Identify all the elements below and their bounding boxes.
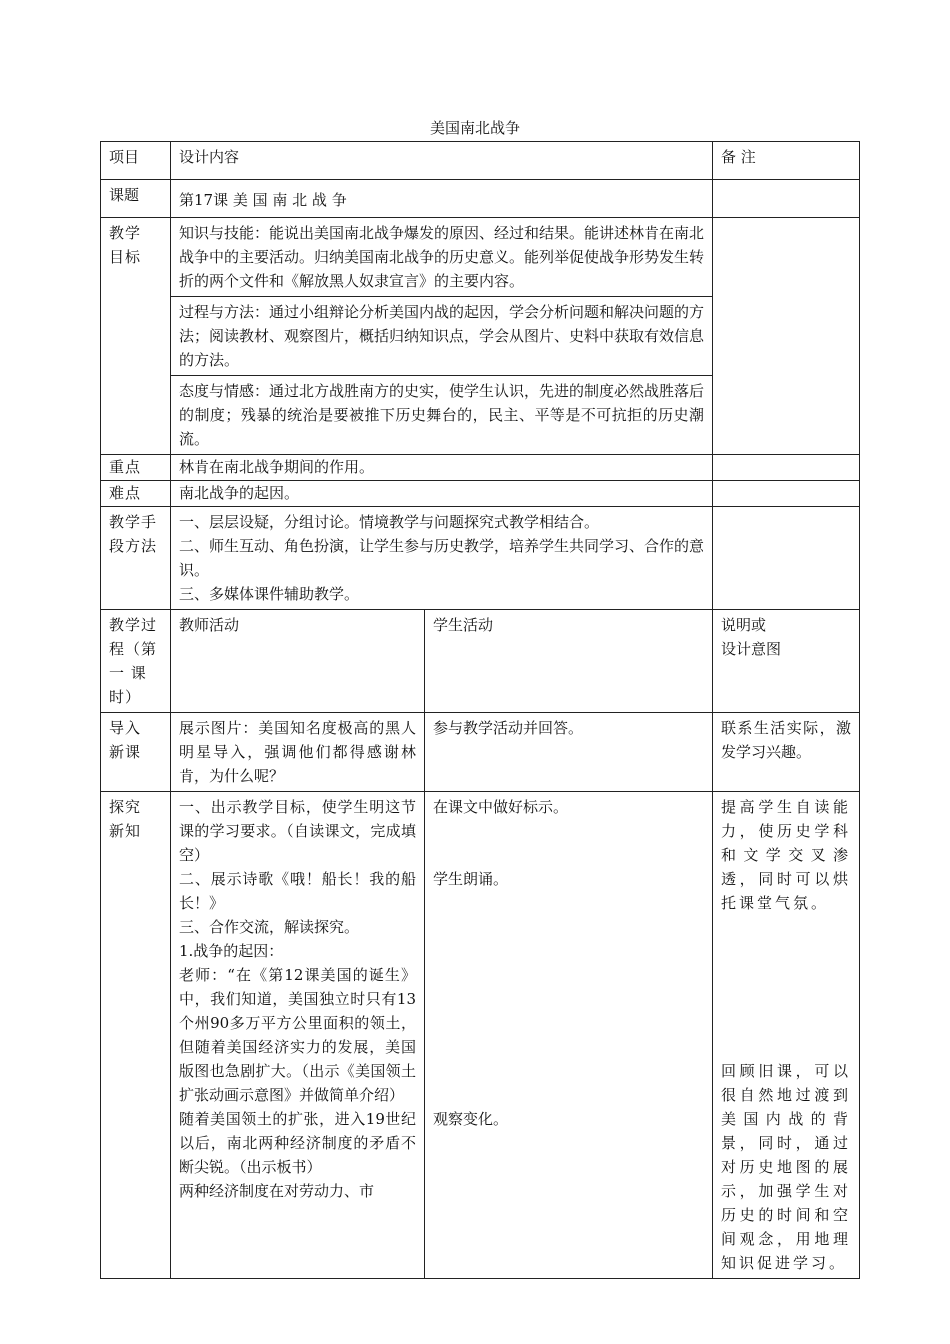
explore-note — [713, 792, 860, 1279]
teacher-activity-header: 教师活动 — [171, 610, 425, 713]
course-row — [101, 180, 860, 218]
note-header: 说明或 设计意图 — [713, 610, 860, 713]
explore-teacher: 一、出示教学目标，使学生明这节课的学习要求。（自读课文，完成填空） 二、展示诗歌《哦！船长！我的船长！》 三、合作交流，解读探究。 1.战争的起因： 老师：“在《第12课美国的诞生》中，我们知道，美国独立时只有13个州90多万平方公里面积的领土，但随着美国经济实力的发展，美国版图也急剧扩大。（出示《美国领土扩张动画示意图》并做简单介绍） 随着美国领土的扩张，进入19世纪以后，南北两种经济制度的矛盾不断尖锐。（出示板书） 两种经济制度在对劳动力、市 — [171, 792, 425, 1279]
header-row — [101, 142, 860, 180]
key-point-label: 重点 — [101, 455, 171, 481]
course-label: 课题 — [101, 180, 171, 218]
methods-note — [713, 507, 860, 610]
intro-row — [101, 713, 860, 792]
header-content: 设计内容 — [171, 142, 713, 180]
intro-teacher: 展示图片：美国知名度极高的黑人明星导入，强调他们都得感谢林肯，为什么呢？ — [171, 713, 425, 792]
difficulty-note — [713, 481, 860, 507]
methods-row — [101, 507, 860, 610]
intro-note: 联系生活实际，激发学习兴趣。 — [713, 713, 860, 792]
intro-student: 参与教学活动并回答。 — [425, 713, 713, 792]
lesson-plan-table — [100, 141, 860, 1279]
process-header-row — [101, 610, 860, 713]
header-item: 项目 — [101, 142, 171, 180]
methods-label: 教学手 段方法 — [101, 507, 171, 610]
difficulty-row — [101, 481, 860, 507]
process-label: 教学过 程（第 一 课 时） — [101, 610, 171, 713]
goals-row-knowledge — [101, 218, 860, 297]
key-point-row — [101, 455, 860, 481]
course-value: 第17课 美 国 南 北 战 争 — [171, 180, 713, 218]
difficulty-label: 难点 — [101, 481, 171, 507]
intro-label: 导入 新课 — [101, 713, 171, 792]
explore-student: 在课文中做好标示。 学生朗诵。 观察变化。 — [425, 792, 713, 1279]
note-spacer — [721, 915, 851, 1059]
explore-label: 探究 新知 — [101, 792, 171, 1279]
key-point-note — [713, 455, 860, 481]
method-item: 二、师生互动、角色扮演，让学生参与历史教学，培养学生共同学习、合作的意识。 — [179, 537, 705, 579]
method-item: 一、层层设疑，分组讨论。情境教学与问题探究式教学相结合。 — [179, 513, 600, 531]
methods-content — [171, 507, 713, 610]
explore-note-2: 回顾旧课，可以很自然地过渡到美国内战的背景，同时，通过对历史地图的展示，加强学生对历史的时间和空间观念，用地理知识促进学习。 — [721, 1062, 852, 1272]
explore-row — [101, 792, 860, 1279]
student-activity-header: 学生活动 — [425, 610, 713, 713]
goal-process: 过程与方法：通过小组辩论分析美国内战的起因，学会分析问题和解决问题的方法；阅读教材、观察图片，概括归纳知识点，学会从图片、史料中获取有效信息的方法。 — [171, 297, 713, 376]
goals-note — [713, 218, 860, 455]
header-note: 备 注 — [713, 142, 860, 180]
explore-note-1: 提高学生自读能力，使历史学科和文学交叉渗透，同时可以烘托课堂气氛。 — [721, 798, 852, 912]
page-title: 美国南北战争 — [429, 119, 520, 137]
course-note — [713, 180, 860, 218]
method-item: 三、多媒体课件辅助教学。 — [179, 585, 360, 603]
key-point-value: 林肯在南北战争期间的作用。 — [171, 455, 713, 481]
goal-knowledge: 知识与技能：能说出美国南北战争爆发的原因、经过和结果。能讲述林肯在南北战争中的主要活动。归纳美国南北战争的历史意义。能列举促使战争形势发生转折的两个文件和《解放黑人奴隶宣言》的主要内容。 — [171, 218, 713, 297]
goal-attitude: 态度与情感：通过北方战胜南方的史实，使学生认识，先进的制度必然战胜落后的制度；残暴的统治是要被推下历史舞台的，民主、平等是不可抗拒的历史潮流。 — [171, 376, 713, 455]
difficulty-value: 南北战争的起因。 — [171, 481, 713, 507]
goals-label: 教学 目标 — [101, 218, 171, 455]
